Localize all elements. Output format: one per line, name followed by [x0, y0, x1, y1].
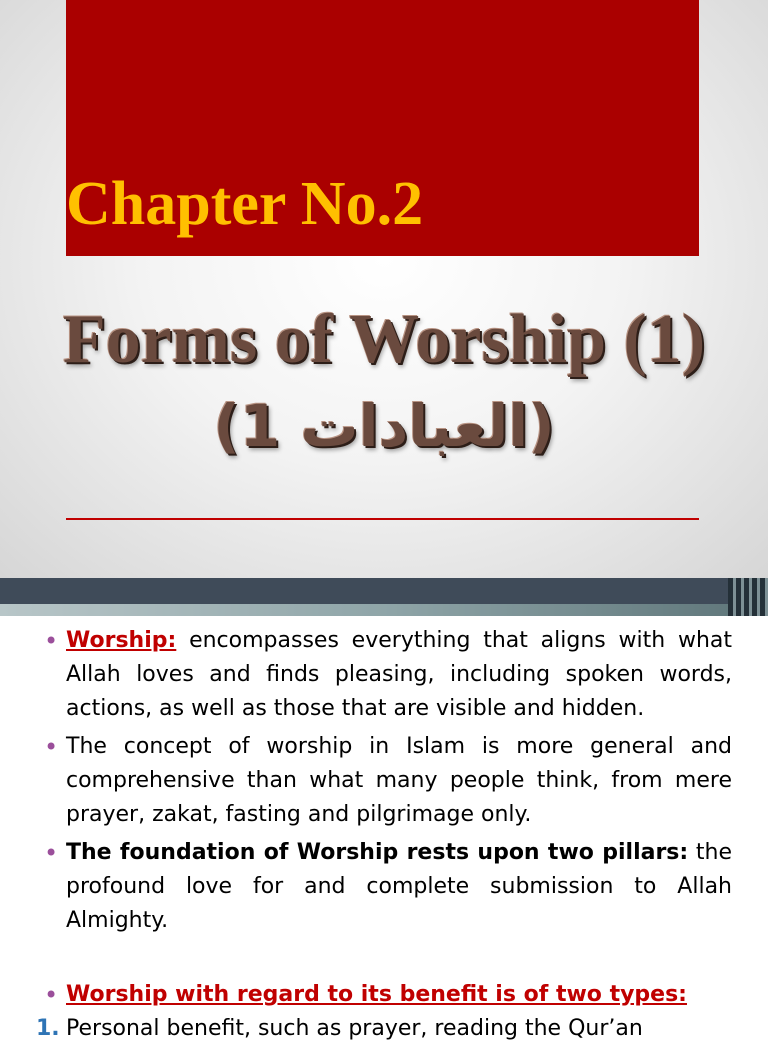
- numbered-item: [36, 1012, 732, 1046]
- slide-title: Forms of Worship (1): [62, 301, 706, 378]
- slide-header-stripes: [0, 604, 768, 616]
- bullet-text: the profound love for and complete submission to Allah Almighty.: [66, 840, 732, 933]
- bullet-keyword: Worship:: [66, 628, 177, 653]
- slide-body: [0, 620, 768, 1046]
- bullet-text: encompasses everything that aligns with what Allah loves and finds pleasing, including spoken words, actions, as well as those that are visible and hidden.: [66, 628, 732, 721]
- bullet-worship-foundation: [66, 836, 732, 938]
- bullet-worship-concept: [66, 730, 732, 832]
- divider-line: [66, 518, 699, 520]
- bullet-text: The concept of worship in Islam is more general and comprehensive than what many people think, from mere prayer, zakat, fasting and pilgrimage only.: [66, 734, 732, 827]
- bullet-worship-types: [66, 978, 732, 1012]
- slide-subtitle-arabic: (العبادات 1): [213, 392, 555, 460]
- item-text: Personal benefit, such as prayer, reading the Qur’an: [66, 1016, 643, 1041]
- bullet-bold-lead: The foundation of Worship rests upon two pillars:: [66, 840, 689, 865]
- slide-separator-band: [0, 578, 768, 604]
- bullet-worship-definition: [66, 624, 732, 726]
- bullet-keyword: Worship with regard to its benefit is of two types:: [66, 982, 687, 1007]
- chapter-heading: Chapter No.2: [66, 170, 424, 238]
- item-number: 1.: [36, 1016, 60, 1041]
